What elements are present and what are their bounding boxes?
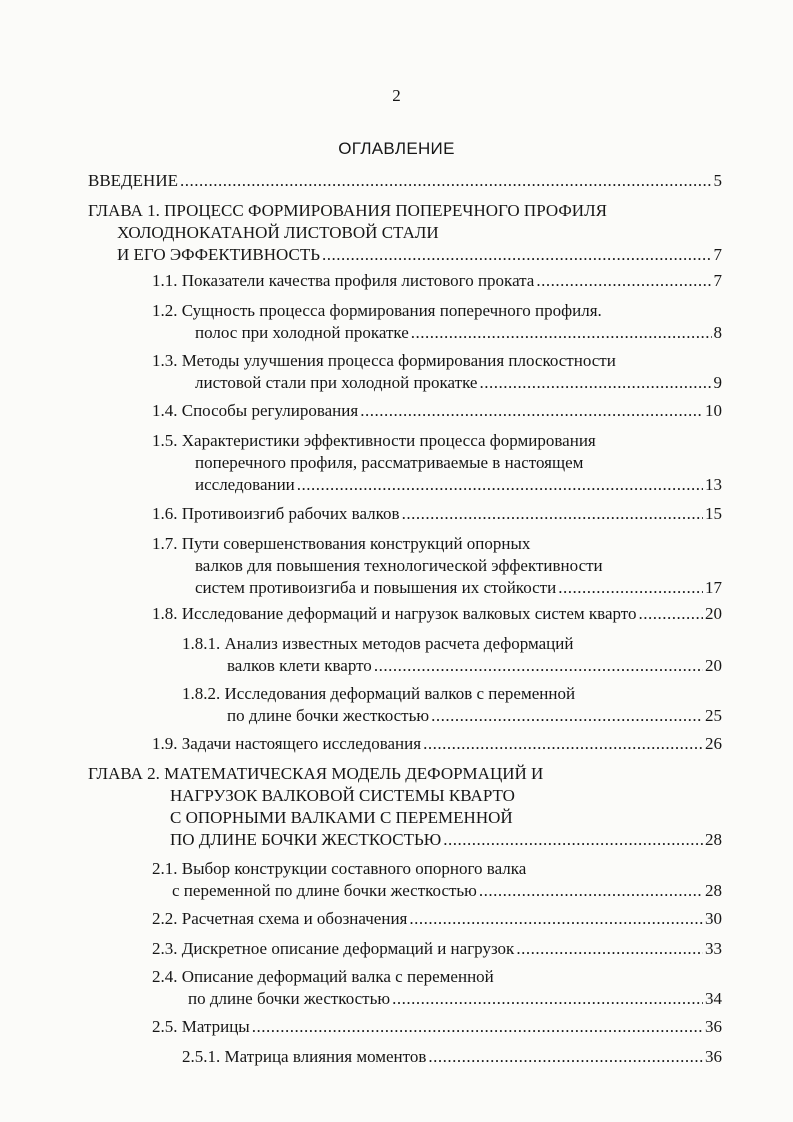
toc-entry (152, 350, 722, 394)
dot-leader (639, 603, 704, 625)
toc-entry (152, 938, 722, 960)
dot-leader (479, 880, 703, 902)
toc-entry-line: поперечного профиля, рассматриваемые в настоящем (195, 453, 584, 472)
toc-entry-line: НАГРУЗОК ВАЛКОВОЙ СИСТЕМЫ КВАРТО (170, 786, 515, 805)
toc-entry-line: ХОЛОДНОКАТАНОЙ ЛИСТОВОЙ СТАЛИ (117, 223, 439, 242)
toc-entry (152, 1016, 722, 1038)
toc-page-number: 15 (705, 504, 722, 523)
toc-page-number: 7 (713, 271, 722, 290)
toc-entry (88, 763, 722, 851)
dot-leader (297, 474, 703, 496)
toc-entry-line: 1.4. Способы регулирования (152, 401, 359, 420)
toc-entry-line: 1.8.1. Анализ известных методов расчета деформаций (182, 634, 574, 653)
toc-entry-line: 2.5. Матрицы (152, 1017, 250, 1036)
toc-page-number: 5 (713, 171, 722, 190)
toc-entry-line: 2.1. Выбор конструкции составного опорного валка (152, 859, 527, 878)
dot-leader (558, 577, 703, 599)
toc-page-number: 28 (705, 830, 722, 849)
toc-page-number: 10 (705, 401, 722, 420)
dot-leader (409, 908, 703, 930)
page-title: ОГЛАВЛЕНИЕ (338, 139, 455, 158)
page-number: 2 (392, 86, 401, 105)
dot-leader (516, 938, 703, 960)
toc-page-number: 20 (705, 604, 722, 623)
dot-leader (402, 503, 703, 525)
toc-entry-line: С ОПОРНЫМИ ВАЛКАМИ С ПЕРЕМЕННОЙ (170, 808, 513, 827)
toc-entry-line: 1.7. Пути совершенствования конструкций опорных (152, 534, 531, 553)
toc-entry (152, 858, 722, 902)
toc-entry (152, 430, 722, 496)
toc-entry-line: 1.3. Методы улучшения процесса формирования плоскостности (152, 351, 616, 370)
toc-entry-line: 2.3. Дискретное описание деформаций и нагрузок (152, 939, 515, 958)
toc-entry (152, 966, 722, 1010)
toc-entry-line: 1.5. Характеристики эффективности процесса формирования (152, 431, 596, 450)
toc-entry-line: полос при холодной прокатке (195, 323, 409, 342)
toc-entry-line: 1.1. Показатели качества профиля листового проката (152, 271, 535, 290)
toc-page-number: 33 (705, 939, 722, 958)
dot-leader (392, 988, 703, 1010)
toc-page-number: 25 (705, 706, 722, 725)
dot-leader (428, 1046, 703, 1068)
dot-leader (180, 170, 712, 192)
toc-entry-line: валков для повышения технологической эффективности (195, 556, 603, 575)
toc-entry-line: 2.5.1. Матрица влияния моментов (182, 1047, 427, 1066)
toc-entry-line: 1.8.2. Исследования деформаций валков с переменной (182, 684, 576, 703)
toc-entry-line: ПО ДЛИНЕ БОЧКИ ЖЕСТКОСТЬЮ (170, 830, 442, 849)
toc-entry (88, 170, 722, 192)
toc-entry-line: ВВЕДЕНИЕ (88, 171, 178, 190)
toc-page-number: 20 (705, 656, 722, 675)
dot-leader (423, 733, 703, 755)
dot-leader (322, 244, 712, 266)
dot-leader (360, 400, 703, 422)
toc-entry-line: систем противоизгиба и повышения их стойкости (195, 578, 557, 597)
toc-entry-line: исследовании (195, 475, 295, 494)
toc-page-number: 7 (713, 245, 722, 264)
toc-page-number: 9 (713, 373, 722, 392)
toc-entry (152, 400, 722, 422)
toc-entry (152, 300, 722, 344)
toc-entry-line: 1.6. Противоизгиб рабочих валков (152, 504, 400, 523)
toc-page-number: 36 (705, 1047, 722, 1066)
toc-page-number: 8 (713, 323, 722, 342)
toc-entry-line: с переменной по длине бочки жесткостью (172, 881, 477, 900)
dot-leader (536, 270, 711, 292)
toc-entry-line: 2.2. Расчетная схема и обозначения (152, 909, 408, 928)
toc-entry-line: ГЛАВА 1. ПРОЦЕСС ФОРМИРОВАНИЯ ПОПЕРЕЧНОГО ПРОФИЛЯ (88, 201, 607, 220)
toc-entry (88, 200, 722, 266)
dot-leader (479, 372, 711, 394)
toc-entry-line: валков клети кварто (227, 656, 372, 675)
toc-entry (182, 683, 722, 727)
toc-entry-line: по длине бочки жесткостью (188, 989, 391, 1008)
dot-leader (443, 829, 703, 851)
toc-entry-line: листовой стали при холодной прокатке (195, 373, 478, 392)
toc-page-number: 34 (705, 989, 722, 1008)
toc-entry-line: по длине бочки жесткостью (227, 706, 430, 725)
toc-entry (152, 533, 722, 599)
toc-entry-line: 1.2. Сущность процесса формирования поперечного профиля. (152, 301, 602, 320)
toc-entry-line: 1.8. Исследование деформаций и нагрузок валковых систем кварто (152, 604, 637, 623)
dot-leader (411, 322, 712, 344)
toc-page-number: 28 (705, 881, 722, 900)
toc-entry (152, 270, 722, 292)
dot-leader (252, 1016, 703, 1038)
toc-entry (152, 908, 722, 930)
toc-entry (152, 603, 722, 625)
toc-page-number: 13 (705, 475, 722, 494)
dot-leader (374, 655, 703, 677)
toc-entry-line: И ЕГО ЭФФЕКТИВНОСТЬ (117, 245, 320, 264)
dot-leader (431, 705, 703, 727)
toc-entry (182, 1046, 722, 1068)
toc-entry (152, 503, 722, 525)
toc-page-number: 36 (705, 1017, 722, 1036)
toc-entry (182, 633, 722, 677)
toc-page-number: 30 (705, 909, 722, 928)
toc-page-number: 26 (705, 734, 722, 753)
toc-entry-line: ГЛАВА 2. МАТЕМАТИЧЕСКАЯ МОДЕЛЬ ДЕФОРМАЦИЙ И (88, 764, 544, 783)
toc-entry-line: 1.9. Задачи настоящего исследования (152, 734, 422, 753)
toc-entry-line: 2.4. Описание деформаций валка с переменной (152, 967, 494, 986)
toc-entry (152, 733, 722, 755)
toc-page-number: 17 (705, 578, 722, 597)
